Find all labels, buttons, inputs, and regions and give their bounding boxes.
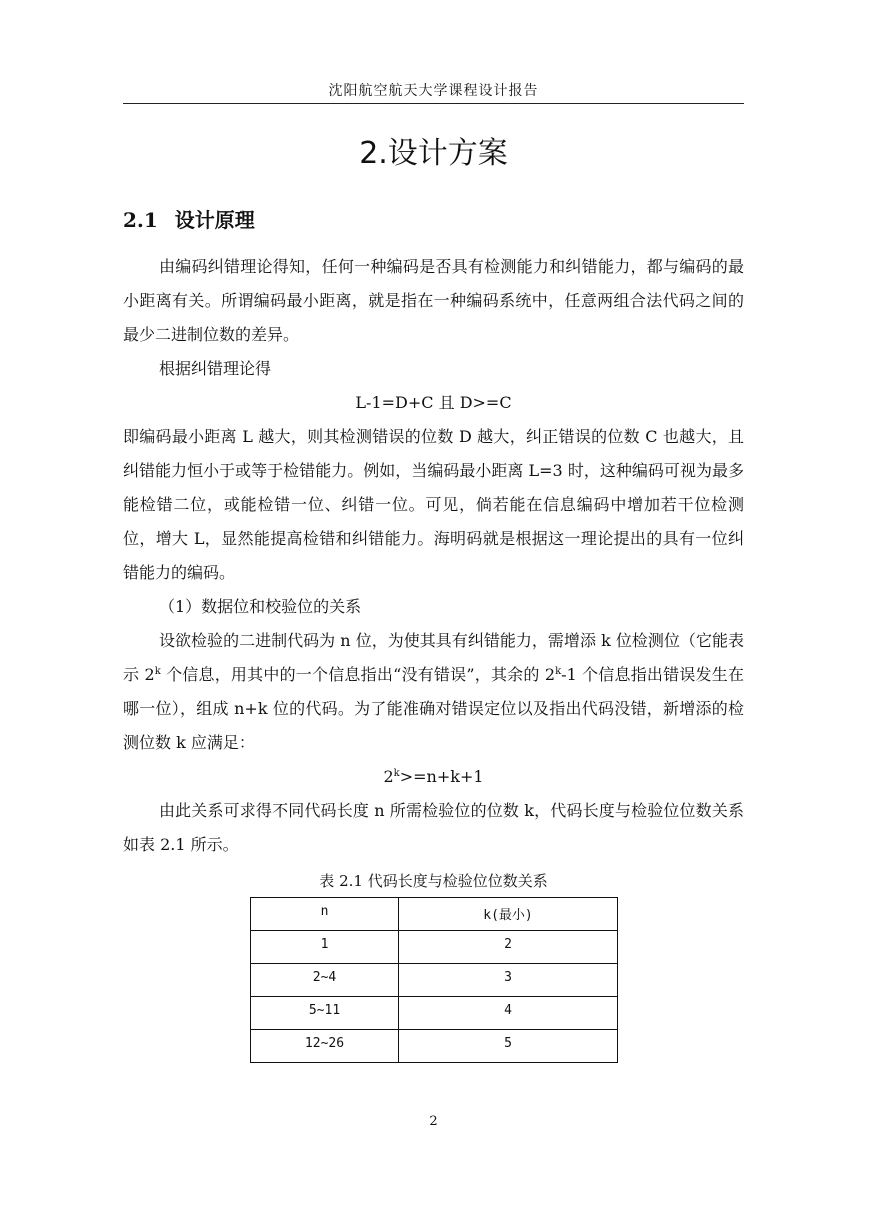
table-row <box>251 931 618 964</box>
table-header-k: k(最小) <box>399 898 618 931</box>
table-cell: 1 <box>251 931 399 964</box>
table-cell: 12~26 <box>251 1030 399 1063</box>
table-header-n: n <box>251 898 399 931</box>
table-row <box>251 1030 618 1063</box>
table-cell: 3 <box>399 964 618 997</box>
formula-2 <box>123 760 744 794</box>
superscript-k-1: k <box>154 666 161 677</box>
body-block-1 <box>123 250 744 862</box>
table-header-row <box>251 898 618 931</box>
table-cell: 4 <box>399 997 618 1030</box>
table-cell: 5 <box>399 1030 618 1063</box>
subheading-1: （1）数据位和校验位的关系 <box>159 597 362 616</box>
paragraph-4-part-c: -1 个信息指出错误发生在哪一位），组成 n+k 位的代码。为了能准确对错误定位以及指出代码没错，新增添的检测位数 k 应满足： <box>123 665 744 752</box>
formula-2-base: 2 <box>383 767 394 786</box>
table-cell: 2~4 <box>251 964 399 997</box>
section-heading <box>123 204 255 233</box>
header-rule <box>123 103 744 104</box>
paragraph-4 <box>123 624 744 760</box>
formula-1: L-1=D+C 且 D>=C <box>355 393 512 412</box>
table-row <box>251 964 618 997</box>
table-cell: 5~11 <box>251 997 399 1030</box>
page-number: 2 <box>429 1114 438 1129</box>
paragraph-4-part-a: 设欲检验的二进制代码为 n 位，为使其具有纠错能力，需增添 k 位检测位（它能表示 2 <box>123 631 744 684</box>
section-title: 设计原理 <box>174 208 255 232</box>
table-caption: 表 2.1 代码长度与检验位位数关系 <box>319 872 548 890</box>
table-row <box>251 997 618 1030</box>
section-number: 2.1 <box>123 208 158 232</box>
formula-2-rest: >=n+k+1 <box>399 767 484 786</box>
page-header: 沈阳航空航天大学课程设计报告 <box>328 83 539 99</box>
paragraph-3: 即编码最小距离 L 越大，则其检测错误的位数 D 越大，纠正错误的位数 C 也越大，且纠错能力恒小于或等于检错能力。例如，当编码最小距离 L=3 时，这种编码可视为最多能检错二位，或能检错一位、纠错一位。可见，倘若能在信息编码中增加若干位检测位，增大 L，显然能提高检错和纠错能力。海明码就是根据这一理论提出的具有一位纠错能力的编码。 <box>123 427 744 582</box>
paragraph-1: 由编码纠错理论得知，任何一种编码是否具有检测能力和纠错能力，都与编码的最小距离有关。所谓编码最小距离，就是指在一种编码系统中，任意两组合法代码之间的最少二进制位数的差异。 <box>123 257 744 344</box>
superscript-k-2: k <box>555 666 562 677</box>
chapter-title: 2.设计方案 <box>359 136 508 171</box>
paragraph-5: 由此关系可求得不同代码长度 n 所需检验位的位数 k，代码长度与检验位位数关系如表 2.1 所示。 <box>123 801 744 854</box>
formula-2-exponent: k <box>393 768 400 779</box>
code-length-table <box>250 897 618 1063</box>
paragraph-2: 根据纠错理论得 <box>159 359 272 378</box>
table-cell: 2 <box>399 931 618 964</box>
paragraph-4-part-b: 个信息，用其中的一个信息指出“没有错误”，其余的 2 <box>160 665 556 684</box>
